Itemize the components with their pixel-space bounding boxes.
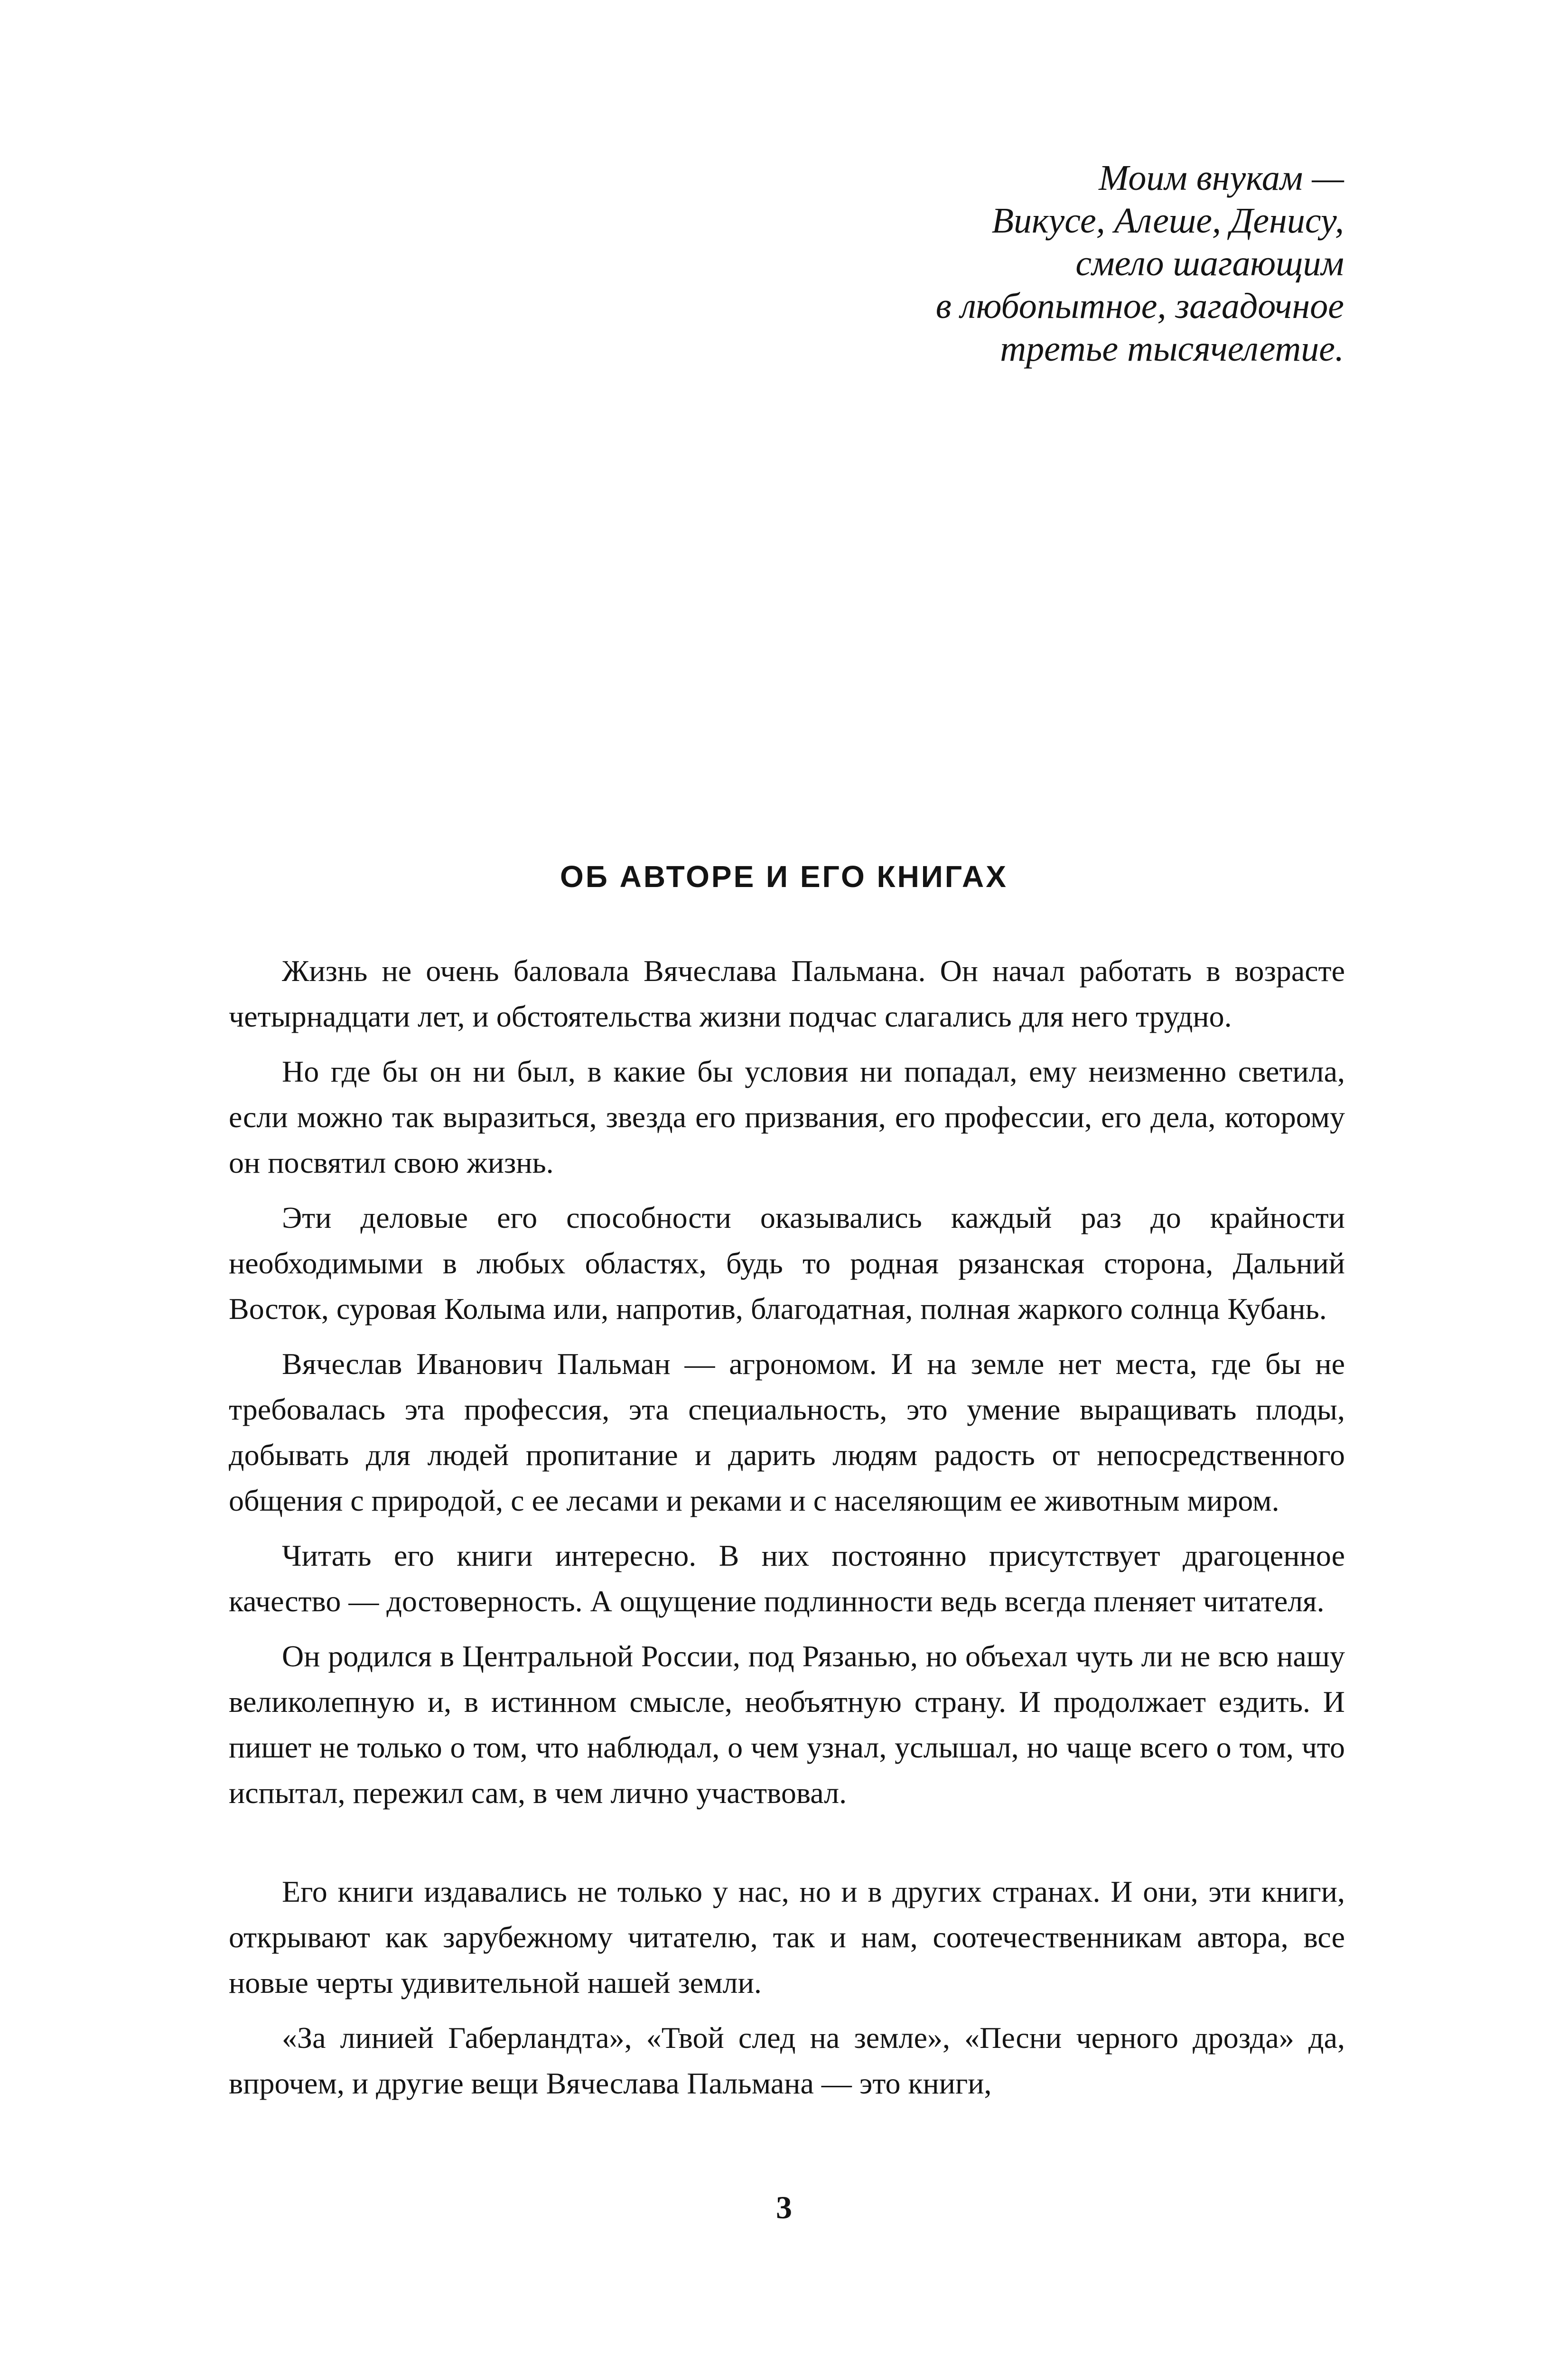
section-heading: ОБ АВТОРЕ И ЕГО КНИГАХ [560, 860, 1008, 894]
paragraph: Он родился в Центральной России, под Рязанью, но объехал чуть ли не всю нашу великолепную и, в истинном смысле, необъятную страну. И продолжает ездить. И пишет не только о том, что наблюдал, о чем узнал, услышал, но чаще всего о том, что испытал, пережил сам, в чем лично участвовал. [229, 1639, 1345, 1810]
paragraph: Вячеслав Иванович Пальман — агрономом. И на земле нет места, где бы не требовалась эта профессия, эта специальность, это умение выращивать плоды, добывать для людей пропитание и дарить людям радость от непосредственного общения с природой, с ее лесами и реками и с населяющим ее животным миром. [229, 1347, 1345, 1517]
epigraph-line: в любопытное, загадочное [935, 286, 1344, 326]
body-text [229, 948, 1345, 2116]
epigraph-line: третье тысячелетие. [1000, 329, 1344, 369]
paragraph: Но где бы он ни был, в какие бы условия ни попадал, ему неизменно светила, если можно так выразиться, звезда его призвания, его профессии, его дела, которому он посвятил свою жизнь. [229, 1055, 1345, 1179]
paragraph: «За линией Габерландта», «Твой след на земле», «Песни черного дрозда» да, впрочем, и другие вещи Вячеслава Пальмана — это книги, [229, 2021, 1345, 2100]
epigraph [936, 157, 1344, 370]
paragraph: Читать его книги интересно. В них постоянно присутствует драгоценное качество — достоверность. А ощущение подлинности ведь всегда пленяет читателя. [229, 1539, 1345, 1618]
paragraph: Его книги издавались не только у нас, но и в других странах. И они, эти книги, открывают как зарубежному читателю, так и нам, соотечественникам автора, все новые черты удивительной нашей земли. [229, 1875, 1345, 1999]
epigraph-line: Викусе, Алеше, Денису, [991, 201, 1344, 241]
paragraph: Жизнь не очень баловала Вячеслава Пальмана. Он начал работать в возрасте четырнадцати лет, и обстоятельства жизни подчас слагались для него трудно. [229, 954, 1345, 1033]
paragraph: Эти деловые его способности оказывались каждый раз до крайности необходимыми в любых областях, будь то родная рязанская сторона, Дальний Восток, суровая Колыма или, напротив, благодатная, полная жаркого солнца Кубань. [229, 1201, 1345, 1326]
page-number: 3 [776, 2189, 792, 2225]
epigraph-line: смело шагающим [1075, 243, 1344, 283]
epigraph-line: Моим внукам — [1099, 158, 1344, 198]
